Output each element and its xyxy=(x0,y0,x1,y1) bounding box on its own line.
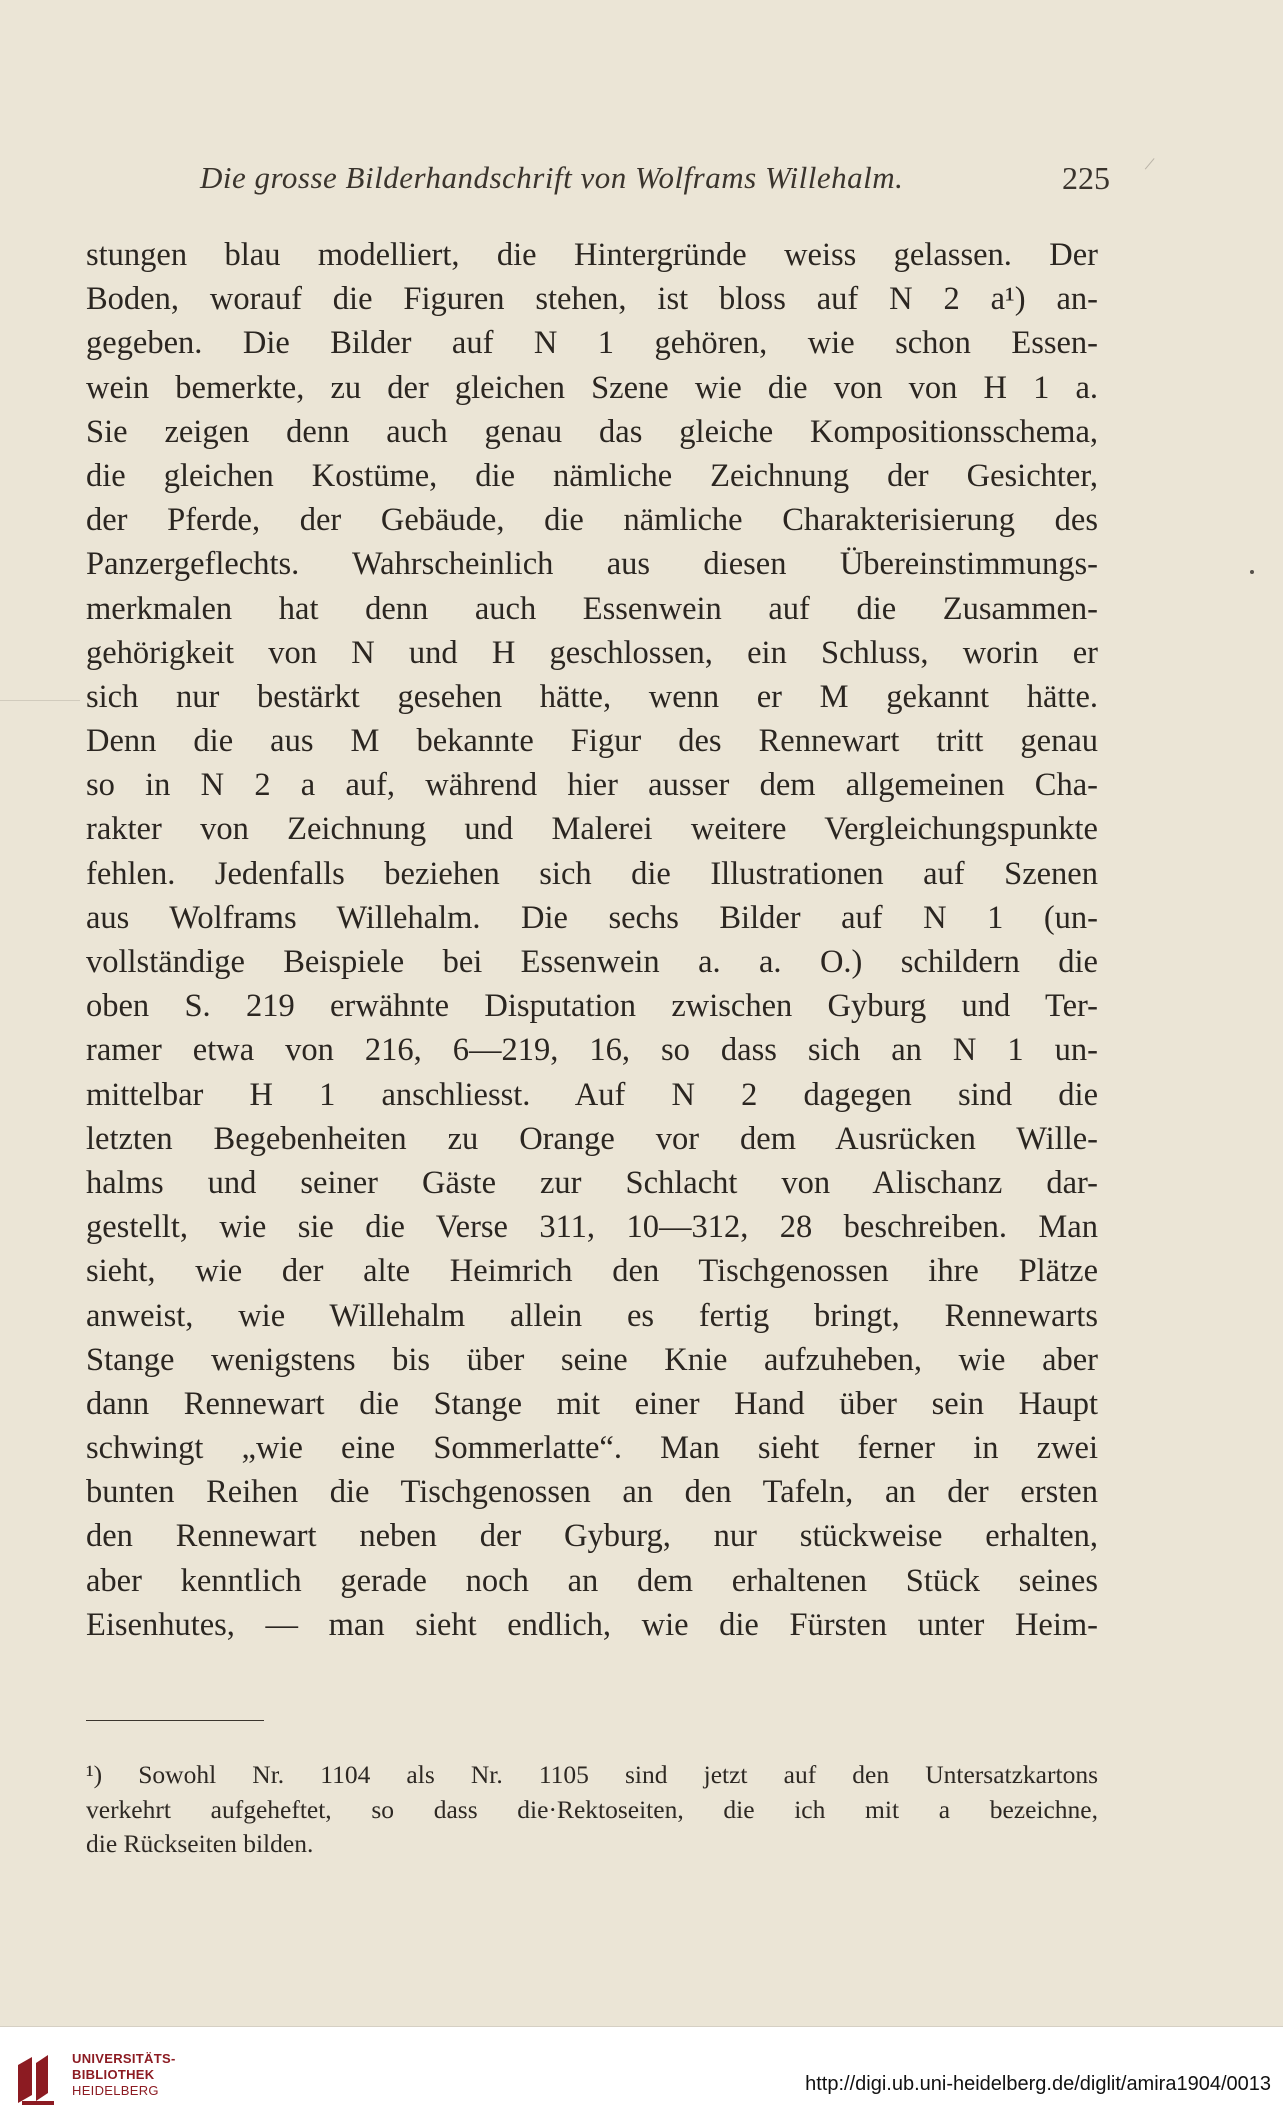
body-line: aus Wolframs Willehalm. Die sechs Bilder auf N 1 (un- xyxy=(86,899,1098,936)
body-line: dann Rennewart die Stange mit einer Hand über sein Haupt xyxy=(86,1385,1098,1422)
margin-dot xyxy=(1250,570,1254,574)
body-line: gehörigkeit von N und H geschlossen, ein Schluss, worin er xyxy=(86,634,1098,671)
body-line: Stange wenigstens bis über seine Knie aufzuheben, wie aber xyxy=(86,1341,1098,1378)
body-line: letzten Begebenheiten zu Orange vor dem Ausrücken Wille- xyxy=(86,1120,1098,1157)
library-name-line: BIBLIOTHEK xyxy=(72,2067,155,2082)
running-title: Die grosse Bilderhandschrift von Wolframs Willehalm. xyxy=(200,160,904,195)
body-line: der Pferde, der Gebäude, die nämliche Charakterisierung des xyxy=(86,502,1098,539)
library-name-line: HEIDELBERG xyxy=(72,2083,159,2098)
body-line: fehlen. Jedenfalls beziehen sich die Illustrationen auf Szenen xyxy=(86,855,1098,892)
library-name xyxy=(72,2051,176,2099)
source-url-link[interactable]: http://digi.ub.uni-heidelberg.de/diglit/amira1904/0013 xyxy=(805,2073,1271,2095)
digitization-footer xyxy=(0,2026,1283,2123)
body-text xyxy=(86,233,1098,1647)
body-line: rakter von Zeichnung und Malerei weitere Vergleichungspunkte xyxy=(86,811,1098,848)
body-line: wein bemerkte, zu der gleichen Szene wie die von von H 1 a. xyxy=(86,369,1098,406)
footnote-line: die Rückseiten bilden. xyxy=(86,1829,314,1858)
body-line: mittelbar H 1 anschliesst. Auf N 2 dagegen sind die xyxy=(86,1076,1098,1113)
body-line: gegeben. Die Bilder auf N 1 gehören, wie schon Essen- xyxy=(86,325,1098,362)
pencil-tick-mark xyxy=(1145,158,1162,176)
body-line: so in N 2 a auf, während hier ausser dem allgemeinen Cha- xyxy=(86,767,1098,804)
body-line: aber kenntlich gerade noch an dem erhaltenen Stück seines xyxy=(86,1562,1098,1599)
body-line: Panzergeflechts. Wahrscheinlich aus diesen Übereinstimmungs- xyxy=(86,546,1098,583)
body-line: ramer etwa von 216, 6—219, 16, so dass sich an N 1 un- xyxy=(86,1032,1098,1069)
body-line: anweist, wie Willehalm allein es fertig bringt, Rennewarts xyxy=(86,1297,1098,1334)
library-logo-icon xyxy=(14,2051,58,2107)
body-line: sieht, wie der alte Heimrich den Tischgenossen ihre Plätze xyxy=(86,1253,1098,1290)
body-line: vollständige Beispiele bei Essenwein a. a. O.) schildern die xyxy=(86,944,1098,980)
body-line: Eisenhutes, — man sieht endlich, wie die Fürsten unter Heim- xyxy=(86,1606,1098,1643)
library-name-line: UNIVERSITÄTS- xyxy=(72,2051,176,2066)
body-line: sich nur bestärkt gesehen hätte, wenn er M gekannt hätte. xyxy=(86,678,1098,715)
body-line: die gleichen Kostüme, die nämliche Zeichnung der Gesichter, xyxy=(86,457,1098,494)
body-line: Denn die aus M bekannte Figur des Rennewart tritt genau xyxy=(86,723,1098,760)
running-head xyxy=(200,160,1110,200)
body-line: stungen blau modelliert, die Hintergründe weiss gelassen. Der xyxy=(86,237,1098,273)
body-line: schwingt „wie eine Sommerlatte“. Man sieht ferner in zwei xyxy=(86,1430,1098,1467)
body-line: oben S. 219 erwähnte Disputation zwischen Gyburg und Ter- xyxy=(86,988,1098,1025)
body-line: gestellt, wie sie die Verse 311, 10—312, 28 beschreiben. Man xyxy=(86,1209,1098,1246)
body-line: halms und seiner Gäste zur Schlacht von Alischanz dar- xyxy=(86,1164,1098,1201)
body-line: Sie zeigen denn auch genau das gleiche Kompositionsschema, xyxy=(86,413,1098,450)
footnote-rule xyxy=(86,1720,264,1721)
body-line: merkmalen hat denn auch Essenwein auf die Zusammen- xyxy=(86,590,1098,627)
margin-dash xyxy=(0,700,80,701)
body-line: Boden, worauf die Figuren stehen, ist bloss auf N 2 a¹) an- xyxy=(86,281,1098,318)
footnotes xyxy=(86,1758,1098,1862)
body-line: den Rennewart neben der Gyburg, nur stückweise erhalten, xyxy=(86,1518,1098,1555)
footnote-line: ¹) Sowohl Nr. 1104 als Nr. 1105 sind jetzt auf den Untersatzkartons xyxy=(86,1760,1098,1789)
footnote-line: verkehrt aufgeheftet, so dass die·Rektoseiten, die ich mit a bezeichne, xyxy=(86,1794,1098,1824)
page-number: 225 xyxy=(1062,160,1110,196)
body-line: bunten Reihen die Tischgenossen an den Tafeln, an der ersten xyxy=(86,1474,1098,1511)
